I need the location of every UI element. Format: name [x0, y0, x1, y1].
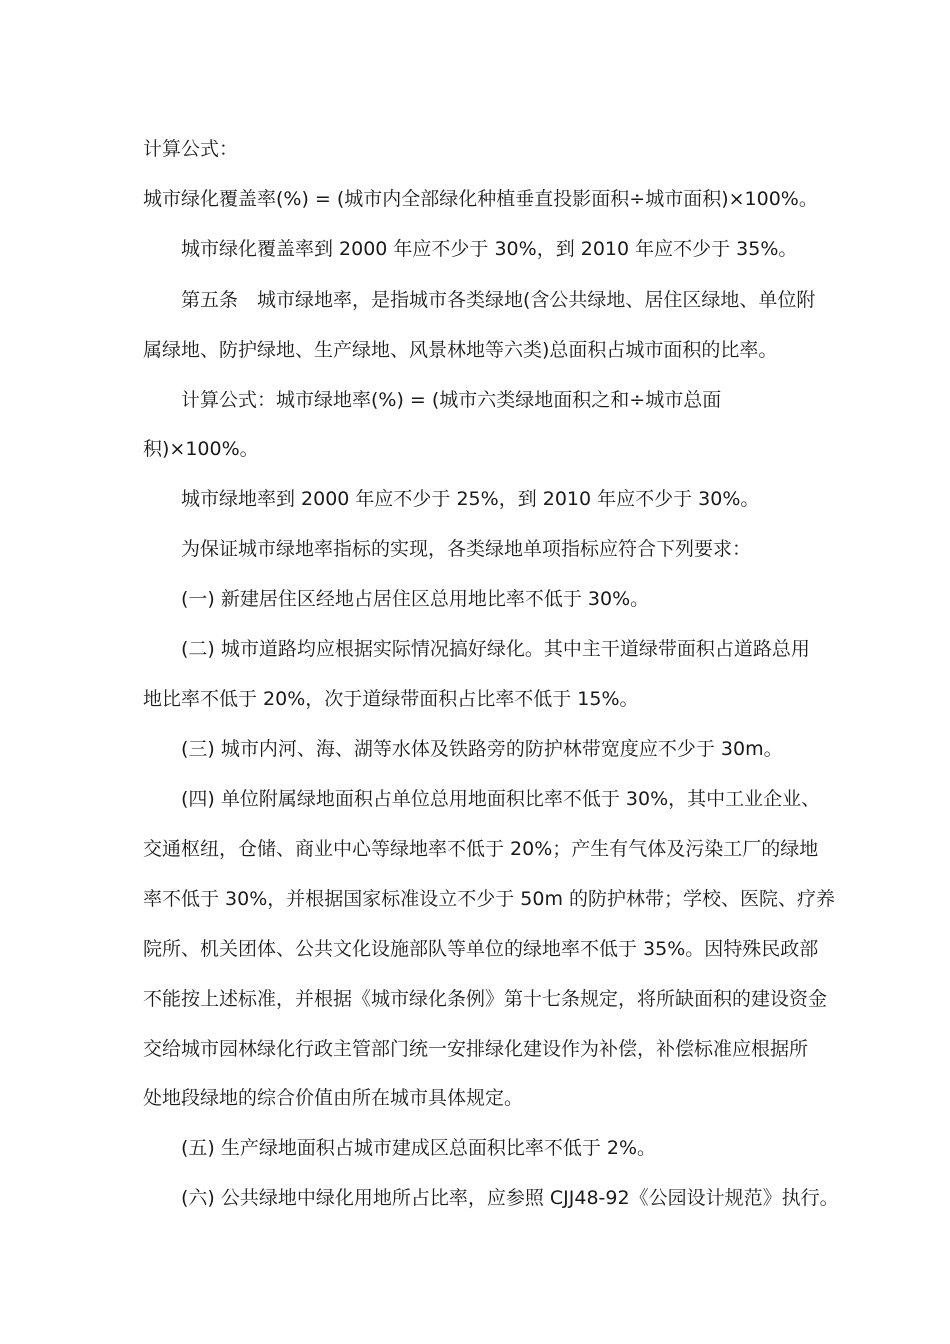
text-line: 地比率不低于 20%，次于道绿带面积占比率不低于 15%。 — [143, 688, 639, 710]
text-line: (六) 公共绿地中绿化用地所占比率，应参照 CJJ48-92《公园设计规范》执行。 — [181, 1187, 839, 1209]
text-line: 交给城市园林绿化行政主管部门统一安排绿化建设作为补偿，补偿标准应根据所 — [143, 1038, 809, 1060]
text-line: (一) 新建居住区经地占居住区总用地比率不低于 30%。 — [181, 588, 650, 610]
text-line: (四) 单位附属绿地面积占单位总用地面积比率不低于 30%，其中工业企业、 — [181, 788, 821, 810]
text-line: (五) 生产绿地面积占城市建成区总面积比率不低于 2%。 — [181, 1137, 657, 1159]
text-line: (三) 城市内河、海、湖等水体及铁路旁的防护林带宽度应不少于 30m。 — [181, 738, 783, 760]
text-line: 积)×100%。 — [143, 438, 259, 460]
text-line: 计算公式：城市绿地率(%) = (城市六类绿地面积之和÷城市总面 — [181, 389, 722, 411]
text-line: 城市绿化覆盖率到 2000 年应不少于 30%，到 2010 年应不少于 35%。 — [181, 238, 798, 260]
text-line: (二) 城市道路均应根据实际情况搞好绿化。其中主干道绿带面积占道路总用 — [181, 638, 810, 660]
text-line: 处地段绿地的综合价值由所在城市具体规定。 — [143, 1087, 524, 1109]
text-line: 第五条 城市绿地率，是指城市各类绿地(含公共绿地、居住区绿地、单位附 — [181, 289, 816, 311]
text-line: 计算公式： — [143, 138, 239, 160]
text-line: 属绿地、防护绿地、生产绿地、风景林地等六类)总面积占城市面积的比率。 — [143, 339, 778, 361]
text-line: 城市绿地率到 2000 年应不少于 25%，到 2010 年应不少于 30%。 — [181, 488, 760, 510]
text-line: 院所、机关团体、公共文化设施部队等单位的绿地率不低于 35%。因特殊民政部 — [143, 938, 819, 960]
text-line: 率不低于 30%，并根据国家标准设立不少于 50m 的防护林带；学校、医院、疗养 — [143, 888, 836, 910]
text-line: 为保证城市绿地率指标的实现，各类绿地单项指标应符合下列要求： — [181, 538, 752, 560]
text-line: 交通枢纽，仓储、商业中心等绿地率不低于 20%；产生有气体及污染工厂的绿地 — [143, 838, 819, 860]
text-line: 城市绿化覆盖率(%) = (城市内全部绿化种植垂直投影面积÷城市面积)×100%。 — [143, 188, 818, 210]
text-line: 不能按上述标准，并根据《城市绿化条例》第十七条规定，将所缺面积的建设资金 — [143, 988, 828, 1010]
